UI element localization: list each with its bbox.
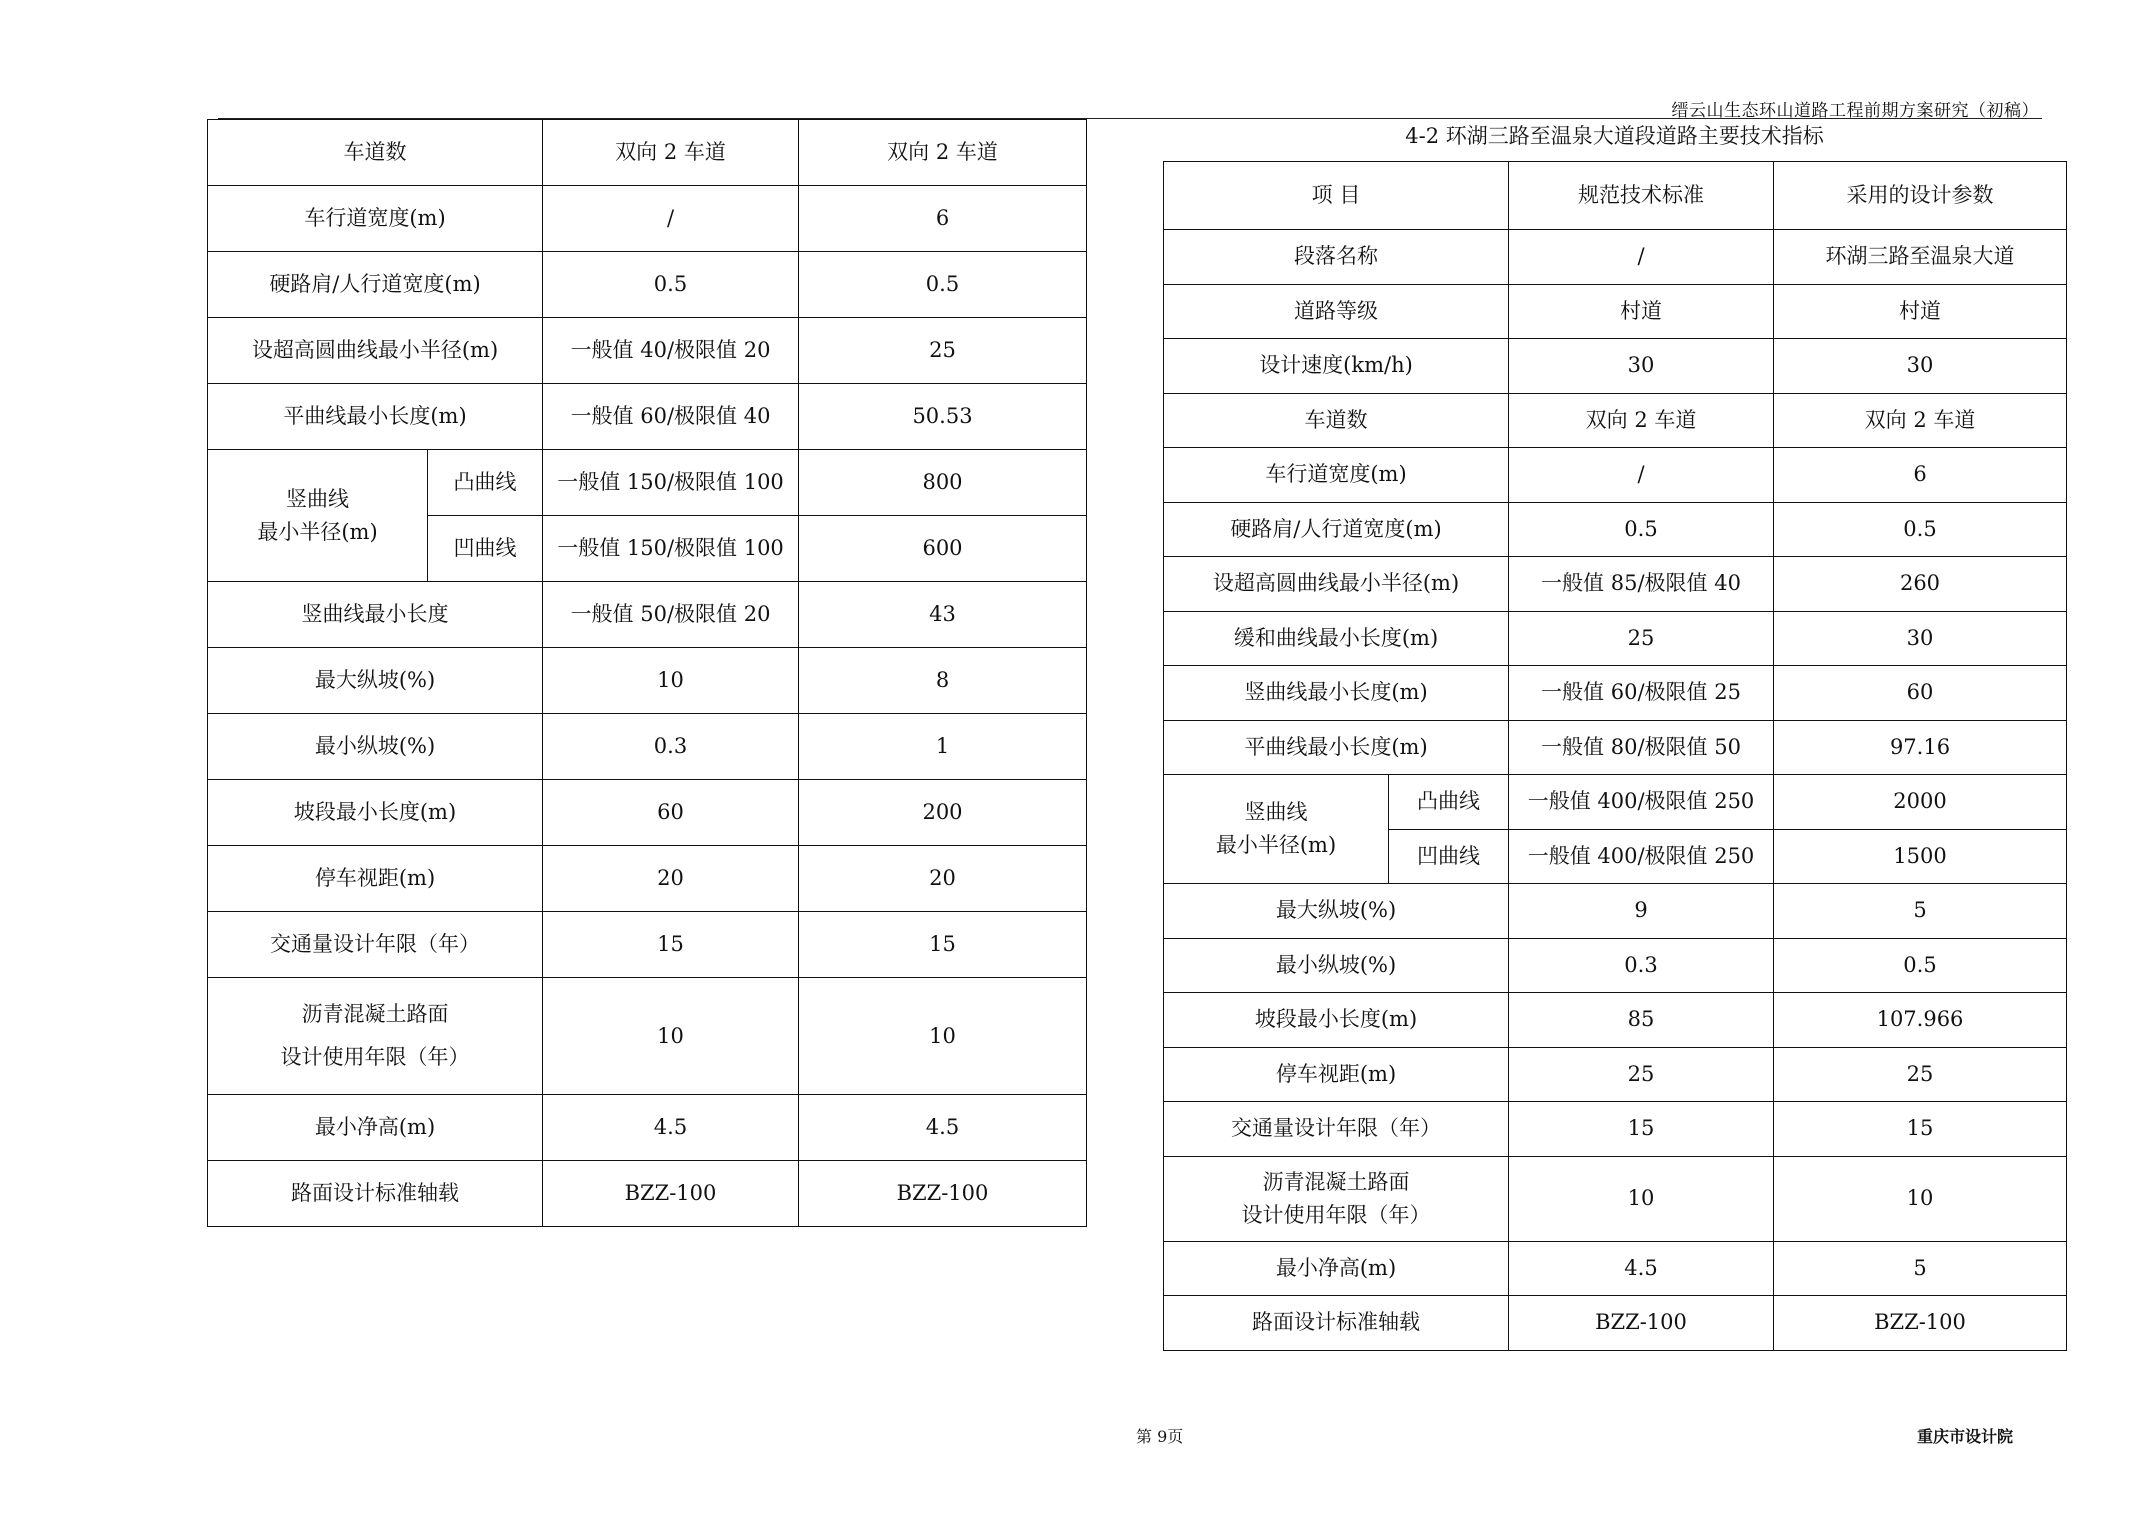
standard-cell: 一般值 150/极限值 100: [543, 450, 799, 516]
item-cell: 车道数: [208, 120, 543, 186]
table-row: [208, 846, 1087, 912]
item-cell: 路面设计标准轴载: [208, 1161, 543, 1227]
design-cell: 5: [1774, 884, 2067, 939]
standard-cell: 4.5: [1509, 1241, 1774, 1296]
design-cell: 8: [799, 648, 1087, 714]
table-row: [208, 648, 1087, 714]
standard-cell: 0.5: [1509, 502, 1774, 557]
design-cell: 4.5: [799, 1095, 1087, 1161]
standard-cell: 4.5: [543, 1095, 799, 1161]
standard-cell: 0.5: [543, 252, 799, 318]
header-design-cell: 采用的设计参数: [1774, 162, 2067, 230]
convex-curve-cell: 凸曲线: [1389, 775, 1509, 830]
table-row: [1164, 339, 2067, 394]
item-cell: 最大纵坡(%): [208, 648, 543, 714]
header-item-cell: 项 目: [1164, 162, 1509, 230]
design-cell: 200: [799, 780, 1087, 846]
standard-cell: 60: [543, 780, 799, 846]
vertical-curve-label-line2: 最小半径(m): [257, 519, 378, 544]
item-cell: 竖曲线最小长度: [208, 582, 543, 648]
organization-name: 重庆市设计院: [1916, 1427, 2013, 1446]
standard-cell: 一般值 85/极限值 40: [1509, 557, 1774, 612]
item-cell: 段落名称: [1164, 230, 1509, 285]
standard-cell: 10: [1509, 1156, 1774, 1241]
item-cell: 竖曲线最小长度(m): [1164, 666, 1509, 721]
item-cell: 停车视距(m): [208, 846, 543, 912]
table-row: [1164, 1156, 2067, 1241]
standard-cell: 15: [1509, 1102, 1774, 1157]
table-row: [1164, 1241, 2067, 1296]
vertical-curve-label-line2: 最小半径(m): [1215, 833, 1337, 857]
standard-cell: 15: [543, 912, 799, 978]
asphalt-life-line1: 沥青混凝土路面: [1262, 1169, 1410, 1194]
design-cell: 6: [1774, 448, 2067, 503]
item-cell: 道路等级: [1164, 284, 1509, 339]
standard-cell: 20: [543, 846, 799, 912]
table-row: [1164, 284, 2067, 339]
standard-cell: 双向 2 车道: [1509, 393, 1774, 448]
vertical-curve-label-line1: 竖曲线: [1244, 800, 1308, 825]
item-cell: 设超高圆曲线最小半径(m): [208, 318, 543, 384]
design-cell: 1: [799, 714, 1087, 780]
asphalt-life-cell: [1164, 1156, 1509, 1241]
table-row: [1164, 230, 2067, 285]
standard-cell: 双向 2 车道: [543, 120, 799, 186]
design-cell: 20: [799, 846, 1087, 912]
asphalt-life-line2: 设计使用年限（年）: [280, 1045, 470, 1069]
table-row: [1164, 1047, 2067, 1102]
standard-cell: 9: [1509, 884, 1774, 939]
standard-cell: BZZ-100: [1509, 1296, 1774, 1351]
design-cell: 107.966: [1774, 993, 2067, 1048]
item-cell: 最小纵坡(%): [208, 714, 543, 780]
item-cell: 设计速度(km/h): [1164, 339, 1509, 394]
design-cell: 60: [1774, 666, 2067, 721]
standard-cell: 85: [1509, 993, 1774, 1048]
table-row: [208, 1161, 1087, 1227]
design-cell: BZZ-100: [799, 1161, 1087, 1227]
table-row: [208, 912, 1087, 978]
table-row: [208, 978, 1087, 1095]
design-cell: 5: [1774, 1241, 2067, 1296]
table-row: [1164, 993, 2067, 1048]
standard-cell: 10: [543, 648, 799, 714]
design-cell: 25: [799, 318, 1087, 384]
item-cell: 最小纵坡(%): [1164, 938, 1509, 993]
item-cell: 车行道宽度(m): [1164, 448, 1509, 503]
vertical-curve-label: [208, 450, 428, 582]
item-cell: 车道数: [1164, 393, 1509, 448]
table-row: [208, 120, 1087, 186]
design-cell: 800: [799, 450, 1087, 516]
design-cell: 10: [1774, 1156, 2067, 1241]
design-cell: 600: [799, 516, 1087, 582]
table-header-row: [1164, 162, 2067, 230]
standard-cell: 村道: [1509, 284, 1774, 339]
table-row: [1164, 611, 2067, 666]
asphalt-life-line1: 沥青混凝土路面: [301, 1002, 449, 1027]
table-row: [1164, 1296, 2067, 1351]
standard-cell: BZZ-100: [543, 1161, 799, 1227]
left-spec-table: [207, 119, 1087, 1227]
standard-cell: 一般值 40/极限值 20: [543, 318, 799, 384]
right-spec-table: [1163, 161, 2067, 1351]
page-number: 第 9页: [1136, 1427, 1184, 1446]
concave-curve-cell: 凹曲线: [428, 516, 543, 582]
standard-cell: 30: [1509, 339, 1774, 394]
standard-cell: 一般值 50/极限值 20: [543, 582, 799, 648]
table-row: [1164, 720, 2067, 775]
table-row: [208, 384, 1087, 450]
design-cell: 0.5: [1774, 938, 2067, 993]
standard-cell: /: [1509, 448, 1774, 503]
convex-curve-cell: 凸曲线: [428, 450, 543, 516]
table-row: [1164, 448, 2067, 503]
item-cell: 平曲线最小长度(m): [208, 384, 543, 450]
standard-cell: 10: [543, 978, 799, 1095]
standard-cell: 一般值 60/极限值 25: [1509, 666, 1774, 721]
standard-cell: 0.3: [543, 714, 799, 780]
design-cell: 10: [799, 978, 1087, 1095]
vertical-curve-label-line1: 竖曲线: [286, 486, 349, 511]
design-cell: 0.5: [1774, 502, 2067, 557]
item-cell: 硬路肩/人行道宽度(m): [208, 252, 543, 318]
item-cell: 坡段最小长度(m): [1164, 993, 1509, 1048]
item-cell: 平曲线最小长度(m): [1164, 720, 1509, 775]
standard-cell: 0.3: [1509, 938, 1774, 993]
item-cell: 车行道宽度(m): [208, 186, 543, 252]
item-cell: 交通量设计年限（年）: [1164, 1102, 1509, 1157]
table-row: [1164, 775, 2067, 830]
standard-cell: 一般值 400/极限值 250: [1509, 829, 1774, 884]
table-row: [1164, 1102, 2067, 1157]
asphalt-life-line2: 设计使用年限（年）: [1241, 1202, 1431, 1227]
item-cell: 坡段最小长度(m): [208, 780, 543, 846]
concave-curve-cell: 凹曲线: [1389, 829, 1509, 884]
vertical-curve-label: [1164, 775, 1389, 884]
right-table-title: 4-2 环湖三路至温泉大道段道路主要技术指标: [1405, 124, 1824, 148]
design-cell: 2000: [1774, 775, 2067, 830]
table-row: [1164, 502, 2067, 557]
design-cell: 6: [799, 186, 1087, 252]
table-row: [1164, 393, 2067, 448]
design-cell: 30: [1774, 611, 2067, 666]
standard-cell: 一般值 80/极限值 50: [1509, 720, 1774, 775]
table-row: [1164, 884, 2067, 939]
standard-cell: /: [1509, 230, 1774, 285]
standard-cell: 一般值 400/极限值 250: [1509, 775, 1774, 830]
design-cell: 50.53: [799, 384, 1087, 450]
table-row: [208, 186, 1087, 252]
design-cell: 25: [1774, 1047, 2067, 1102]
item-cell: 硬路肩/人行道宽度(m): [1164, 502, 1509, 557]
design-cell: 村道: [1774, 284, 2067, 339]
design-cell: 15: [799, 912, 1087, 978]
table-row: [208, 1095, 1087, 1161]
table-row: [1164, 557, 2067, 612]
item-cell: 交通量设计年限（年）: [208, 912, 543, 978]
table-row: [208, 252, 1087, 318]
design-cell: 环湖三路至温泉大道: [1774, 230, 2067, 285]
table-row: [208, 318, 1087, 384]
item-cell: 最小净高(m): [208, 1095, 543, 1161]
standard-cell: /: [543, 186, 799, 252]
document-header-title: 缙云山生态环山道路工程前期方案研究（初稿）: [1671, 101, 2039, 121]
design-cell: 双向 2 车道: [1774, 393, 2067, 448]
design-cell: 0.5: [799, 252, 1087, 318]
design-cell: 15: [1774, 1102, 2067, 1157]
table-row: [208, 582, 1087, 648]
table-row: [208, 714, 1087, 780]
table-row: [208, 450, 1087, 516]
table-row: [1164, 666, 2067, 721]
item-cell: 停车视距(m): [1164, 1047, 1509, 1102]
design-cell: 1500: [1774, 829, 2067, 884]
item-cell: 设超高圆曲线最小半径(m): [1164, 557, 1509, 612]
standard-cell: 25: [1509, 1047, 1774, 1102]
design-cell: BZZ-100: [1774, 1296, 2067, 1351]
standard-cell: 25: [1509, 611, 1774, 666]
header-standard-cell: 规范技术标准: [1509, 162, 1774, 230]
item-cell: 缓和曲线最小长度(m): [1164, 611, 1509, 666]
design-cell: 30: [1774, 339, 2067, 394]
standard-cell: 一般值 150/极限值 100: [543, 516, 799, 582]
design-cell: 97.16: [1774, 720, 2067, 775]
design-cell: 260: [1774, 557, 2067, 612]
design-cell: 43: [799, 582, 1087, 648]
asphalt-life-cell: [208, 978, 543, 1095]
item-cell: 路面设计标准轴载: [1164, 1296, 1509, 1351]
table-row: [208, 780, 1087, 846]
design-cell: 双向 2 车道: [799, 120, 1087, 186]
standard-cell: 一般值 60/极限值 40: [543, 384, 799, 450]
table-row: [1164, 938, 2067, 993]
item-cell: 最小净高(m): [1164, 1241, 1509, 1296]
item-cell: 最大纵坡(%): [1164, 884, 1509, 939]
